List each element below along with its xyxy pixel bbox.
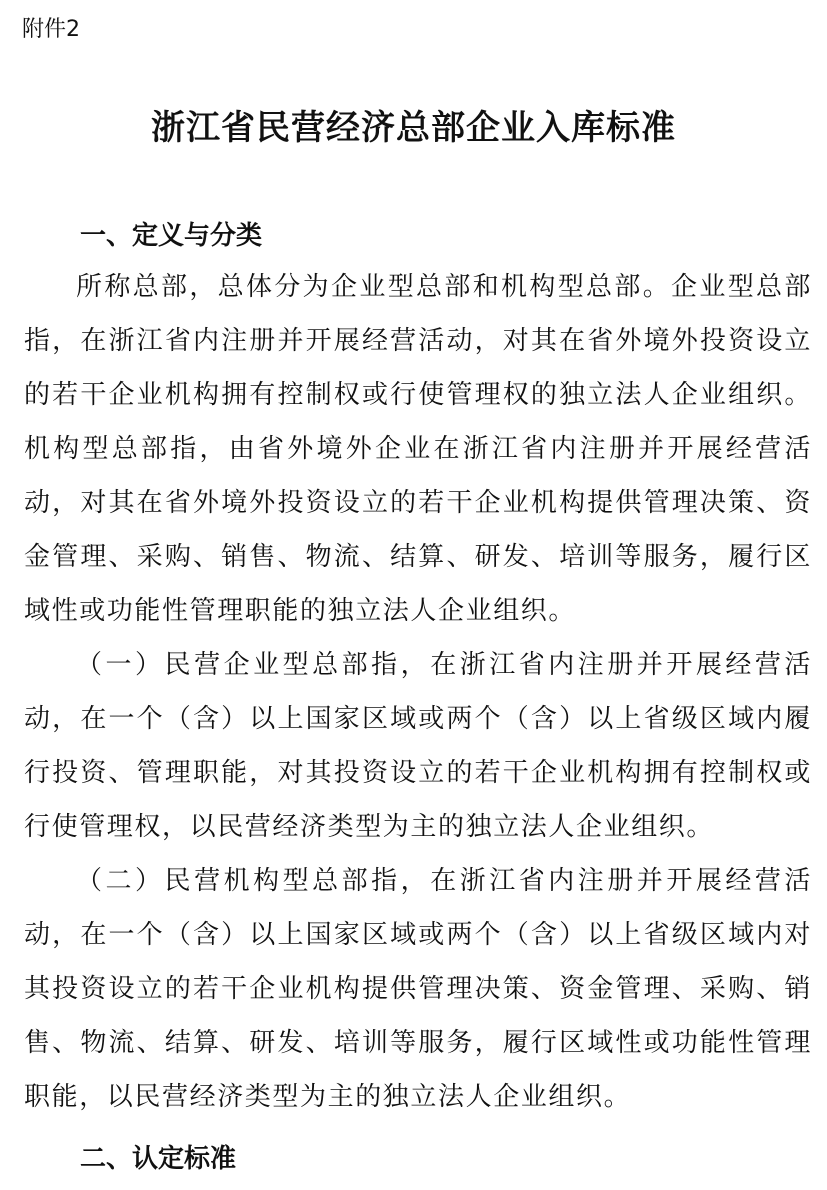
attachment-label: 附件2: [22, 17, 80, 42]
document-title: 浙江省民营经济总部企业入库标准: [151, 108, 676, 148]
paragraph-enterprise-hq: （一）民营企业型总部指，在浙江省内注册并开展经营活动，在一个（含）以上国家区域或两个（含）以上省级区域内履行投资、管理职能，对其投资设立的若干企业机构拥有控制权或行使管理权，以民营经济类型为主的独立法人企业组织。: [24, 650, 812, 842]
paragraph-institution-hq: （二）民营机构型总部指，在浙江省内注册并开展经营活动，在一个（含）以上国家区域或两个（含）以上省级区域内对其投资设立的若干企业机构提供管理决策、资金管理、采购、销售、物流、结算、研发、培训等服务，履行区域性或功能性管理职能，以民营经济类型为主的独立法人企业组织。: [24, 866, 812, 1112]
section-heading-definition: 一、定义与分类: [80, 221, 263, 251]
section-heading-criteria: 二、认定标准: [80, 1144, 237, 1174]
paragraph-intro: 所称总部，总体分为企业型总部和机构型总部。企业型总部指，在浙江省内注册并开展经营活动，对其在省外境外投资设立的若干企业机构拥有控制权或行使管理权的独立法人企业组织。机构型总部指，由省外境外企业在浙江省内注册并开展经营活动，对其在省外境外投资设立的若干企业机构提供管理决策、资金管理、采购、销售、物流、结算、研发、培训等服务，履行区域性或功能性管理职能的独立法人企业组织。: [24, 272, 812, 626]
